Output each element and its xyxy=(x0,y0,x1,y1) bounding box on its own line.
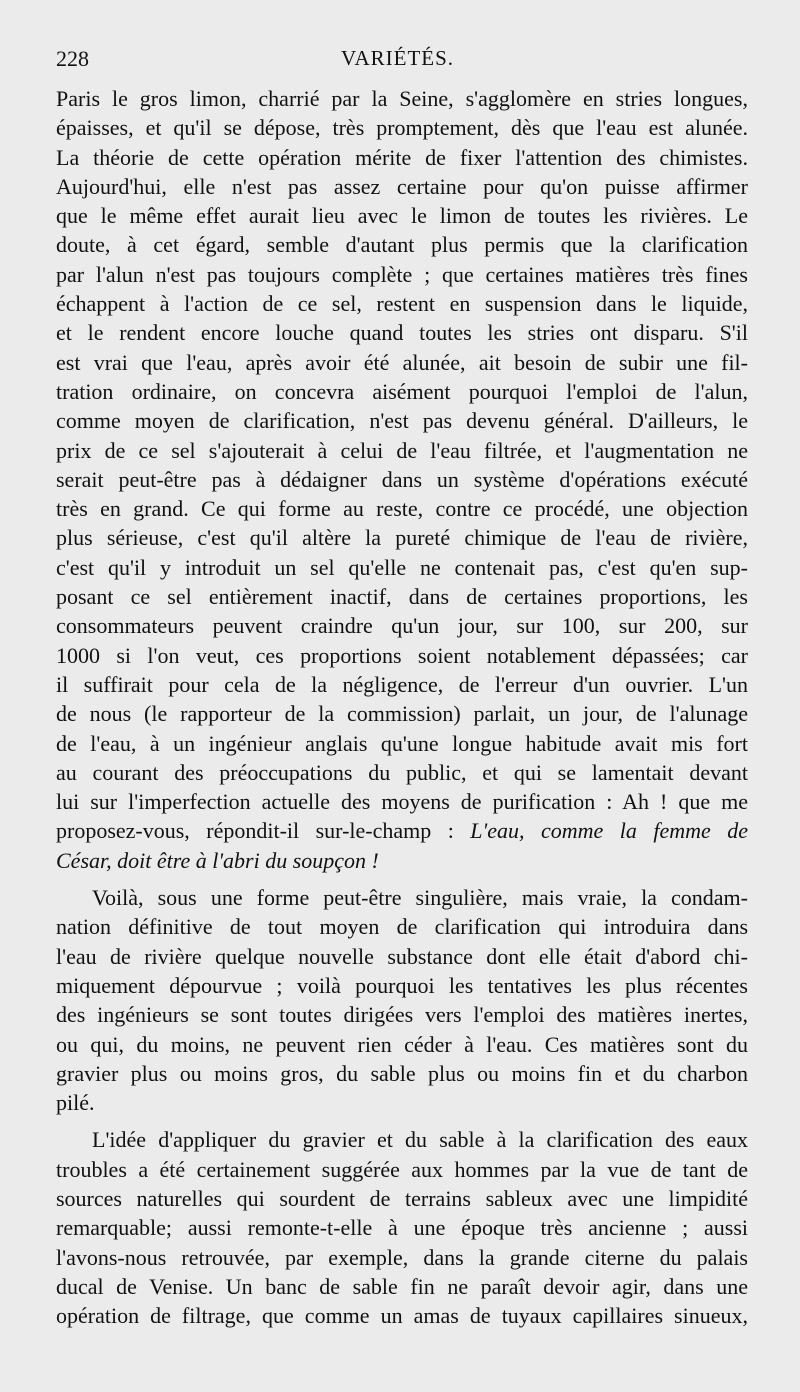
text-line: sources naturelles qui sourdent de terrains sableux avec une limpidité xyxy=(56,1185,748,1211)
text-line: très en grand. Ce qui forme au reste, contre ce procédé, une objection xyxy=(56,496,748,522)
text-line: pilé. xyxy=(56,1090,95,1116)
text-line: comme moyen de clarification, n'est pas devenu général. D'ailleurs, le xyxy=(56,408,748,434)
text-line: l'eau de rivière quelque nouvelle substance dont elle était d'abord chi- xyxy=(56,943,748,969)
text-line: Paris le gros limon, charrié par la Seine, s'agglomère en stries longues, xyxy=(56,86,748,111)
text-line: et le rendent encore louche quand toutes les stries ont disparu. S'il xyxy=(56,320,748,346)
text-line: des ingénieurs se sont toutes dirigées vers l'emploi des matières inertes, xyxy=(56,1002,748,1028)
text-line: remarquable; aussi remonte-t-elle à une époque très ancienne ; aussi xyxy=(56,1215,748,1241)
text-fragment: proposez-vous, répondit-il sur-le-champ : xyxy=(56,818,471,844)
text-line: échappent à l'action de ce sel, restent en suspension dans le liquide, xyxy=(56,291,748,317)
text-line: opération de filtrage, que comme un amas de tuyaux capillaires sinueux, xyxy=(56,1303,748,1329)
text-line: ou qui, du moins, ne peuvent rien céder à l'eau. Ces matières sont du xyxy=(56,1031,748,1057)
text-line: par l'alun n'est pas toujours complète ; que certaines matières très fines xyxy=(56,261,748,287)
text-line: doute, à cet égard, semble d'autant plus permis que la clarification xyxy=(56,232,748,258)
text-line: plus sérieuse, c'est qu'il altère la pureté chimique de l'eau de rivière, xyxy=(56,525,748,551)
page-header xyxy=(56,46,746,82)
text-line: de nous (le rapporteur de la commission) parlait, un jour, de l'alunage xyxy=(56,701,748,727)
text-line: Voilà, sous une forme peut-être singulière, mais vraie, la condam- xyxy=(92,885,748,911)
text-line: prix de ce sel s'ajouterait à celui de l'eau filtrée, et l'augmentation ne xyxy=(56,437,748,463)
text-line: il suffirait pour cela de la négligence, de l'erreur d'un ouvrier. L'un xyxy=(56,671,748,697)
text-line: La théorie de cette opération mérite de fixer l'attention des chimistes. xyxy=(56,144,748,170)
text-line: gravier plus ou moins gros, du sable plus ou moins fin et du charbon xyxy=(56,1060,748,1086)
page-number: 228 xyxy=(56,46,89,71)
italic-quote: L'eau, comme la femme de xyxy=(470,818,748,844)
text-line: lui sur l'imperfection actuelle des moyens de purification : Ah ! que me xyxy=(56,789,748,815)
italic-quote-end: César, doit être à l'abri du soupçon ! xyxy=(56,847,379,873)
text-line: que le même effet aurait lieu avec le limon de toutes les rivières. Le xyxy=(56,203,748,229)
text-line: 1000 si l'on veut, ces proportions soient notablement dépassées; car xyxy=(56,642,748,668)
text-line: posant ce sel entièrement inactif, dans de certaines proportions, les xyxy=(56,584,748,610)
running-head: VARIÉTÉS. xyxy=(341,46,455,70)
text-line: serait peut-être pas à dédaigner dans un système d'opérations exécuté xyxy=(56,466,748,492)
text-line: nation définitive de tout moyen de clarification qui introduira dans xyxy=(56,914,748,940)
text-line: consommateurs peuvent craindre qu'un jour, sur 100, sur 200, sur xyxy=(56,613,748,639)
text-line: miquement dépourvue ; voilà pourquoi les tentatives les plus récentes xyxy=(56,972,748,998)
text-line-with-quote xyxy=(56,816,748,845)
text-line: l'avons-nous retrouvée, par exemple, dans la grande citerne du palais xyxy=(56,1244,748,1270)
body-text xyxy=(56,84,748,1330)
text-line: de l'eau, à un ingénieur anglais qu'une longue habitude avait mis fort xyxy=(56,730,748,756)
text-line: tration ordinaire, on concevra aisément pourquoi l'emploi de l'alun, xyxy=(56,378,748,404)
text-line: ducal de Venise. Un banc de sable fin ne paraît devoir agir, dans une xyxy=(56,1273,748,1299)
text-line: L'idée d'appliquer du gravier et du sable à la clarification des eaux xyxy=(92,1127,748,1153)
text-line: épaisses, et qu'il se dépose, très promptement, dès que l'eau est alunée. xyxy=(56,115,748,141)
text-line: troubles a été certainement suggérée aux hommes par la vue de tant de xyxy=(56,1156,748,1182)
text-line: au courant des préoccupations du public, et qui se lamentait devant xyxy=(56,759,748,785)
text-line: est vrai que l'eau, après avoir été alunée, ait besoin de subir une fil- xyxy=(56,349,748,375)
text-line: Aujourd'hui, elle n'est pas assez certaine pour qu'on puisse affirmer xyxy=(56,173,748,199)
text-line: c'est qu'il y introduit un sel qu'elle ne contenait pas, c'est qu'en sup- xyxy=(56,554,748,580)
